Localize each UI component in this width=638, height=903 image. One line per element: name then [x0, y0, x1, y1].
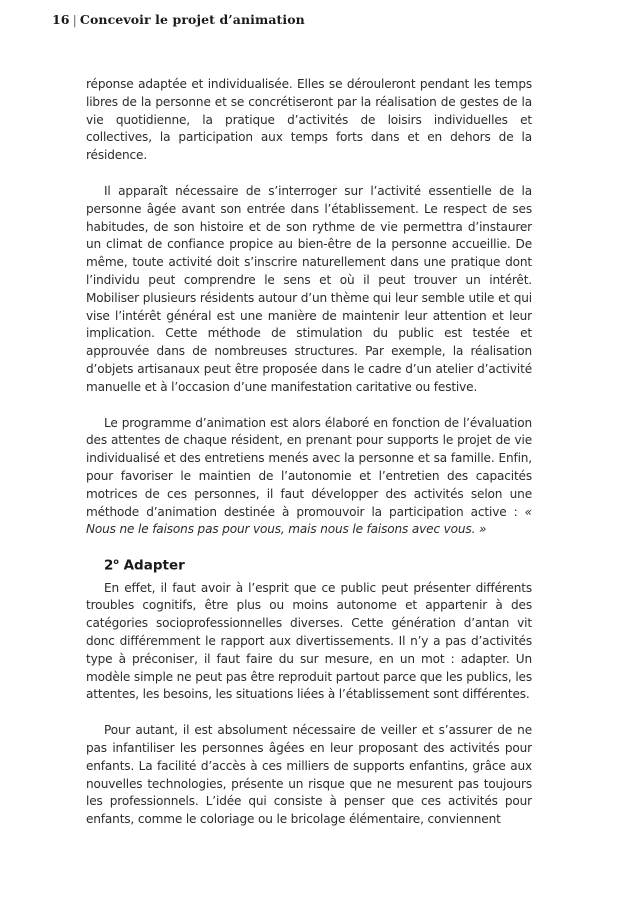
- running-header: [52, 12, 305, 27]
- paragraph-3: [86, 415, 532, 540]
- chapter-title: Concevoir le projet d’animation: [79, 12, 305, 27]
- section-number-superscript: o: [113, 557, 119, 567]
- page-body: [86, 76, 532, 847]
- paragraph-1: réponse adaptée et individualisée. Elles se dérouleront pendant les temps libres de la personne et se concrétiseront par la réalisation de gestes de la vie quotidienne, la pratique d’activités de loisirs individuelles et collectives, la participation aux temps forts dans et en dehors de la résidence.: [86, 77, 532, 163]
- section-heading: [86, 557, 532, 574]
- section-paragraph-1: En effet, il faut avoir à l’esprit que ce public peut présenter différents troubles cognitifs, être plus ou moins autonome et appartenir à des catégories socioprofessionnelles diverses. Cette génération d’antan vit donc différemment le rapport aux divertissements. Il n’y a pas d’activités type à préconiser, il faut faire du sur mesure, en un mot : adapter. Un modèle simple ne peut pas être reproduit partout parce que les publics, les attentes, les besoins, les situations liées à l’établissement sont différentes.: [86, 580, 532, 702]
- paragraph-2: Il apparaît nécessaire de s’interroger sur l’activité essentielle de la personne âgée avant son entrée dans l’établissement. Le respect de ses habitudes, de son histoire et de son rythme de vie permettra d’instaurer un climat de confiance propice au bien-être de la personne accueillie. De même, toute activité doit s’inscrire naturellement dans une pratique dont l’individu peut comprendre le sens et où il peut trouver un intérêt. Mobiliser plusieurs résidents autour d’un thème qui leur semble utile et qui vise l’intérêt général est une manière de maintenir leur attention et leur implication. Cette méthode de stimulation du public est testée et approuvée dans de nombreuses structures. Par exemple, la réalisation d’objets artisanaux peut être proposée dans le cadre d’un atelier d’activité manuelle et à l’occasion d’une manifestation caritative ou festive.: [86, 183, 532, 394]
- header-separator: |: [72, 12, 77, 27]
- paragraph-3-quote: « Nous ne le faisons pas pour vous, mais nous le faisons avec vous. »: [86, 504, 532, 537]
- section-title: Adapter: [123, 557, 185, 574]
- paragraph-3-text: Le programme d’animation est alors élaboré en fonction de l’évaluation des attentes de chaque résident, en prenant pour supports le projet de vie individualisé et des entretiens menés avec la personne et sa famille. Enfin, pour favoriser le maintien de l’autonomie et l’entretien des capacités motrices de ces personnes, il faut développer des activités selon une méthode d’animation destinée à promouvoir la participation active :: [86, 415, 532, 519]
- section-number: 2: [104, 557, 114, 574]
- page-number: 16: [52, 12, 70, 27]
- section-paragraph-2: Pour autant, il est absolument nécessaire de veiller et s’assurer de ne pas infantiliser les personnes âgées en leur proposant des activités pour enfants. La facilité d’accès à ces milliers de supports enfantins, grâce aux nouvelles technologies, présente un risque que ne mesurent pas toujours les professionnels. L’idée qui consiste à penser que ces activités pour enfants, comme le coloriage ou le bricolage élémentaire, conviennent: [86, 723, 532, 827]
